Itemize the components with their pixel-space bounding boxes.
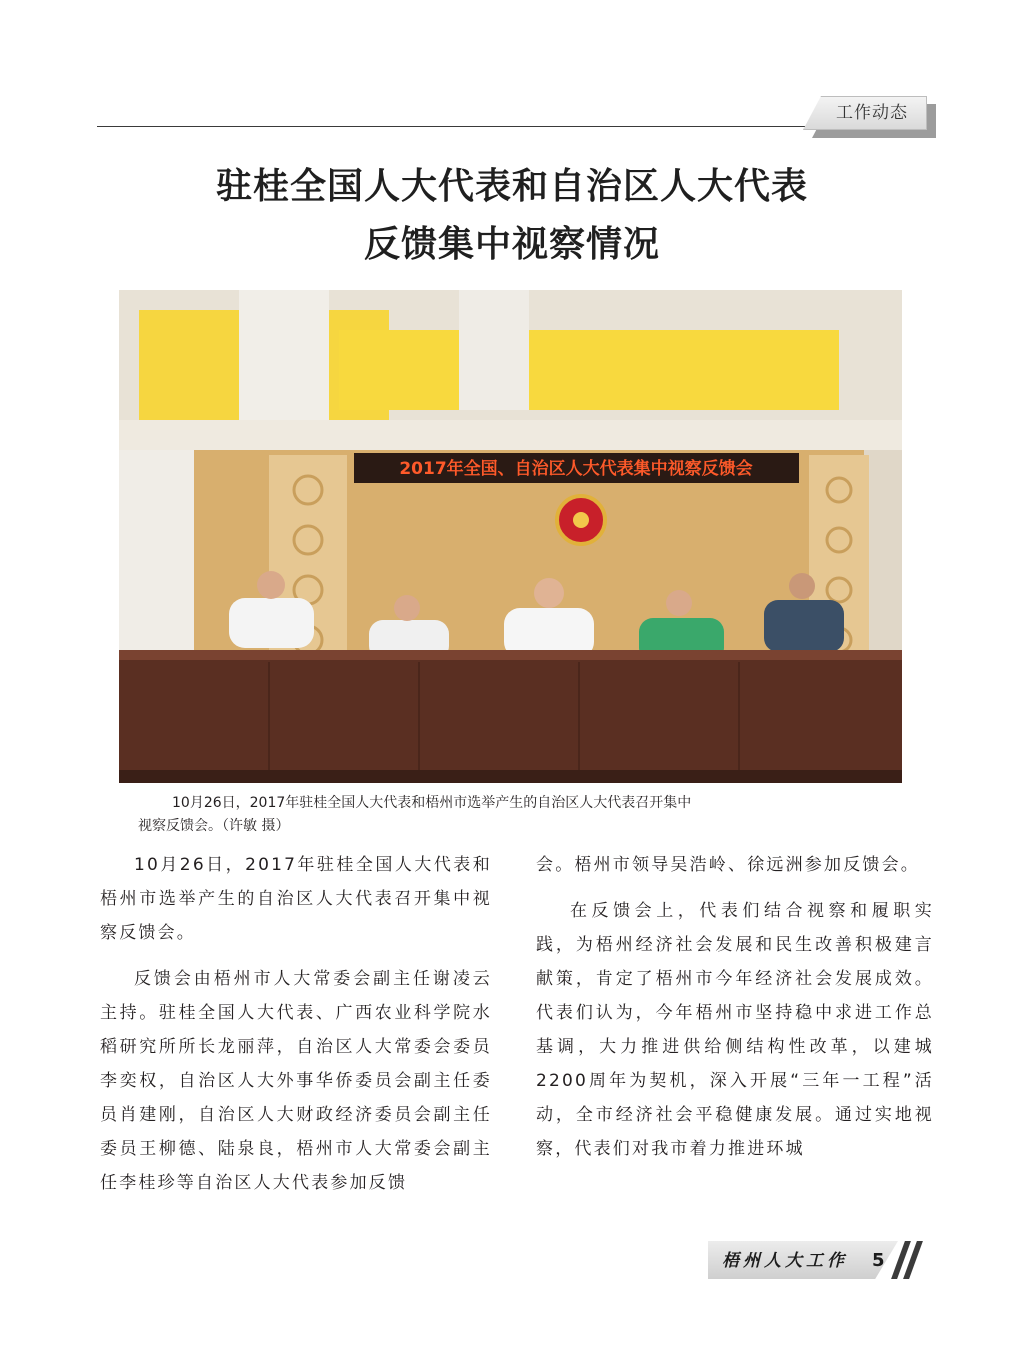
section-label: 工作动态 xyxy=(836,103,908,123)
photo-caption xyxy=(138,792,898,838)
paragraph-1: 10月26日，2017年驻桂全国人大代表和梧州市选举产生的自治区人大代表召开集中视察反馈会。 xyxy=(100,855,492,943)
ceiling-light-center xyxy=(339,330,839,410)
meeting-photo-illustration xyxy=(119,290,902,783)
body-column-left xyxy=(100,848,492,1212)
meeting-photo xyxy=(119,290,902,783)
publication-name: 梧州人大工作 xyxy=(722,1251,848,1271)
paragraph-2-continued: 会。梧州市领导吴浩岭、徐远洲参加反馈会。 xyxy=(536,855,920,875)
header-rule xyxy=(97,126,829,127)
page-footer xyxy=(708,1241,930,1279)
desk-edge xyxy=(119,650,902,660)
page-number: 5 xyxy=(872,1250,885,1271)
emblem-center xyxy=(573,512,589,528)
floor xyxy=(119,770,902,783)
article-title xyxy=(0,158,1024,274)
ceiling-edge xyxy=(119,420,902,450)
ceiling-beam-2 xyxy=(459,290,529,410)
body-column-right xyxy=(536,848,934,1178)
title-line-2: 反馈集中视察情况 xyxy=(363,224,660,265)
caption-line-2: 视察反馈会。（许敏 摄） xyxy=(138,818,290,834)
title-line-1: 驻桂全国人大代表和自治区人大代表 xyxy=(215,166,808,207)
desk xyxy=(119,650,902,783)
paragraph-3: 在反馈会上，代表们结合视察和履职实践，为梧州经济社会发展和民生改善积极建言献策，肯定了梧州市今年经济社会发展成效。代表们认为，今年梧州市坚持稳中求进工作总基调，大力推进供给侧结构性改革，以建城2200周年为契机，深入开展“三年一工程”活动，全市经济社会平稳健康发展。通过实地视察，代表们对我市着力推进环城 xyxy=(536,901,934,1159)
caption-line-1: 10月26日，2017年驻桂全国人大代表和梧州市选举产生的自治区人大代表召开集中 xyxy=(172,795,692,811)
led-banner-text: 2017年全国、自治区人大代表集中视察反馈会 xyxy=(399,459,753,479)
paragraph-2: 反馈会由梧州市人大常委会副主任谢凌云主持。驻桂全国人大代表、广西农业科学院水稻研究所所长龙丽萍，自治区人大常委会委员李奕权，自治区人大外事华侨委员会副主任委员肖建刚，自治区人大财政经济委员会副主任委员王柳德、陆泉良，梧州市人大常委会副主任李桂珍等自治区人大代表参加反馈 xyxy=(100,969,492,1193)
